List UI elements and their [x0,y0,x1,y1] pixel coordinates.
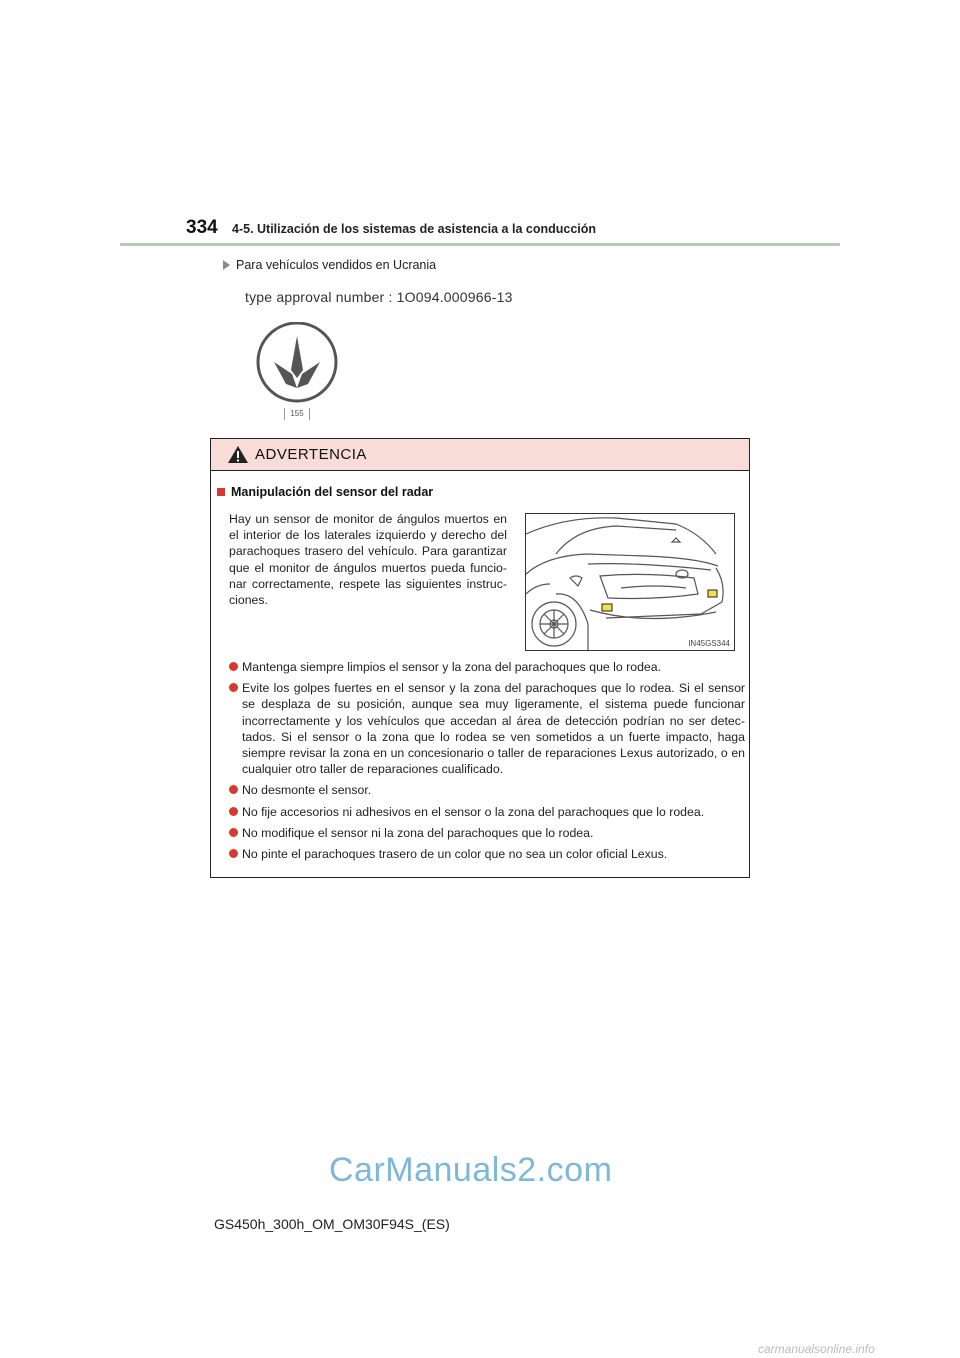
list-item: Mantenga siempre limpios el sensor y la zona del parachoques que lo rodea. [229,659,745,675]
list-item: No desmonte el sensor. [229,782,745,798]
page-number: 334 [186,217,218,238]
bullet-dot-icon [229,785,238,794]
warning-bullet-list [229,659,745,867]
market-label: Para vehículos vendidos en Ucrania [236,258,437,272]
warning-header [211,439,749,471]
left-sensor-marker [602,604,612,611]
list-item: Evite los golpes fuertes en el sensor y la zona del parachoques que lo rodea. Si el sensor se desplaza de su posición, aunque sea muy ligeramente, el sistema puede funcionar incorrectamente y los vehículos que accedan al área de detección podrían no ser detec-tados. Si el sensor o la zona que lo rodea se ven sometidos a un fuerte impacto, haga siempre revisar la zona en un concesionario o taller de reparaciones Lexus autorizado, o en cualquier otro taller de reparaciones cualificado. [229,680,745,777]
list-item: No pinte el parachoques trasero de un color que no sea un color oficial Lexus. [229,846,745,862]
warning-subheading-text: Manipulación del sensor del radar [231,485,434,499]
bullet-dot-icon [229,828,238,837]
document-code: GS450h_300h_OM_OM30F94S_(ES) [214,1216,450,1232]
image-code: IN45GS344 [688,639,730,648]
triangle-bullet-icon [223,260,230,270]
watermark-text: CarManuals2.com [329,1151,613,1189]
bullet-dot-icon [229,849,238,858]
bullet-dot-icon [229,662,238,671]
type-approval-number: type approval number : 1O094.000966-13 [245,289,513,305]
car-rear-illustration [525,513,735,651]
warning-intro: Hay un sensor de monitor de ángulos muertos en el interior de los laterales izquierdo y derecho del parachoques trasero del vehículo. Para garantizar que el monitor de ángulos muertos pueda funcio-nar correctamente, respete las siguientes instruc-ciones. [229,512,507,608]
mark-code: 155 [284,408,310,420]
right-sensor-marker [708,590,717,597]
warning-subheading [217,485,433,499]
market-label-row [223,258,436,272]
section-title: 4-5. Utilización de los sistemas de asistencia a la conducción [232,222,597,236]
warning-title: ADVERTENCIA [255,446,367,463]
bullet-dot-icon [229,807,238,816]
car-rear-drawing [526,514,734,650]
ukraine-conformity-mark-icon [254,322,340,413]
site-watermark: carmanualsonline.info [758,1342,875,1356]
warning-box [210,438,750,878]
warning-triangle-icon [227,445,249,464]
list-item: No fije accesorios ni adhesivos en el sensor o la zona del parachoques que lo rodea. [229,804,745,820]
header-rule [120,243,840,246]
list-item: No modifique el sensor ni la zona del parachoques que lo rodea. [229,825,745,841]
square-bullet-icon [217,488,225,496]
bullet-dot-icon [229,683,238,692]
